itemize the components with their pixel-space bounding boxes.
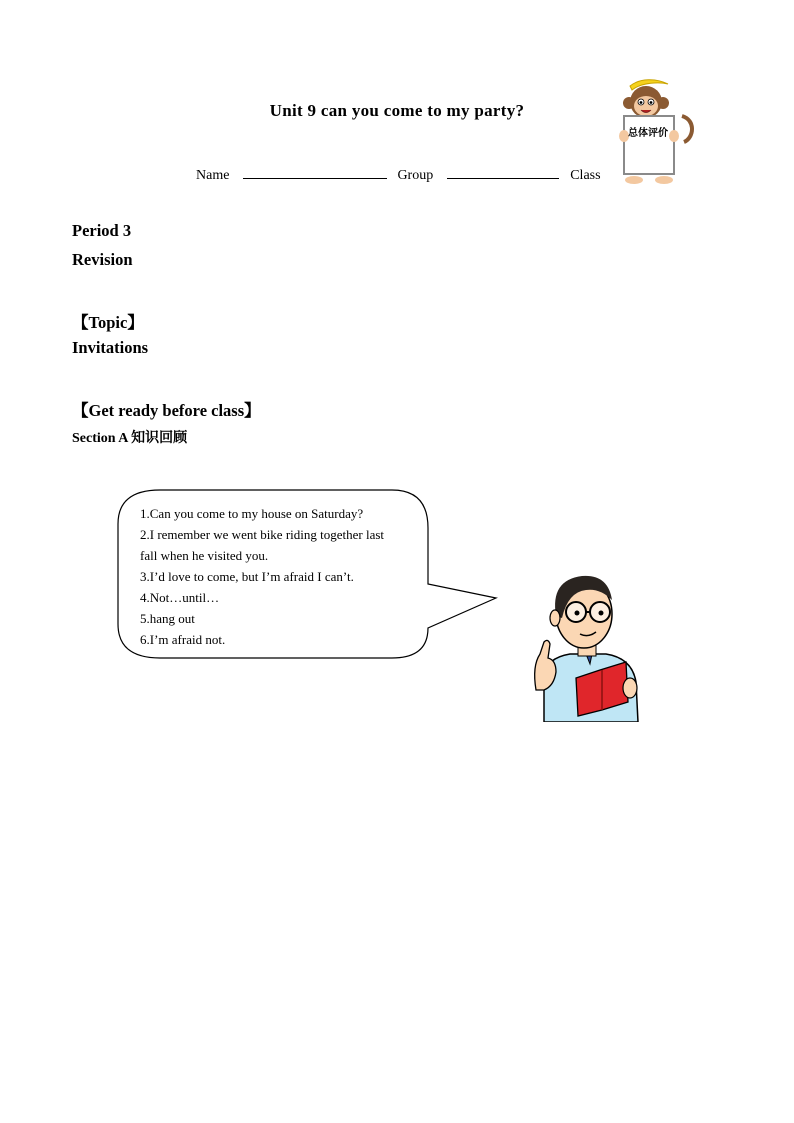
bubble-phrase-list: [140, 503, 420, 650]
topic-text: Invitations: [72, 338, 149, 357]
teacher-reading-icon: [530, 566, 642, 722]
topic-heading: 【Topic】: [72, 313, 144, 332]
get-ready-heading: 【Get ready before class】: [72, 401, 261, 420]
bubble-line: fall when he visited you.: [140, 548, 269, 563]
period-heading: Period 3: [72, 221, 132, 240]
bubble-line: 4.Not…until…: [140, 590, 220, 605]
worksheet-title: Unit 9 can you come to my party?: [269, 101, 525, 120]
bubble-line: 6.I’m afraid not.: [140, 632, 226, 647]
bubble-line: 3.I’d love to come, but I’m afraid I can’t.: [140, 569, 354, 584]
class-label: Class: [570, 168, 601, 183]
section-a-heading: Section A 知识回顾: [72, 431, 188, 446]
name-field[interactable]: [243, 164, 387, 179]
group-label: Group: [397, 168, 434, 183]
name-label: Name: [196, 168, 230, 183]
bubble-line: 5.hang out: [140, 611, 195, 626]
student-info-line: [196, 164, 601, 184]
bubble-line: 2.I remember we went bike riding together last: [140, 527, 385, 542]
bubble-line: 1.Can you come to my house on Saturday?: [140, 506, 364, 521]
revision-heading: Revision: [72, 250, 133, 269]
group-field[interactable]: [447, 164, 559, 179]
evaluation-sign-text: 总体评价: [628, 128, 668, 139]
